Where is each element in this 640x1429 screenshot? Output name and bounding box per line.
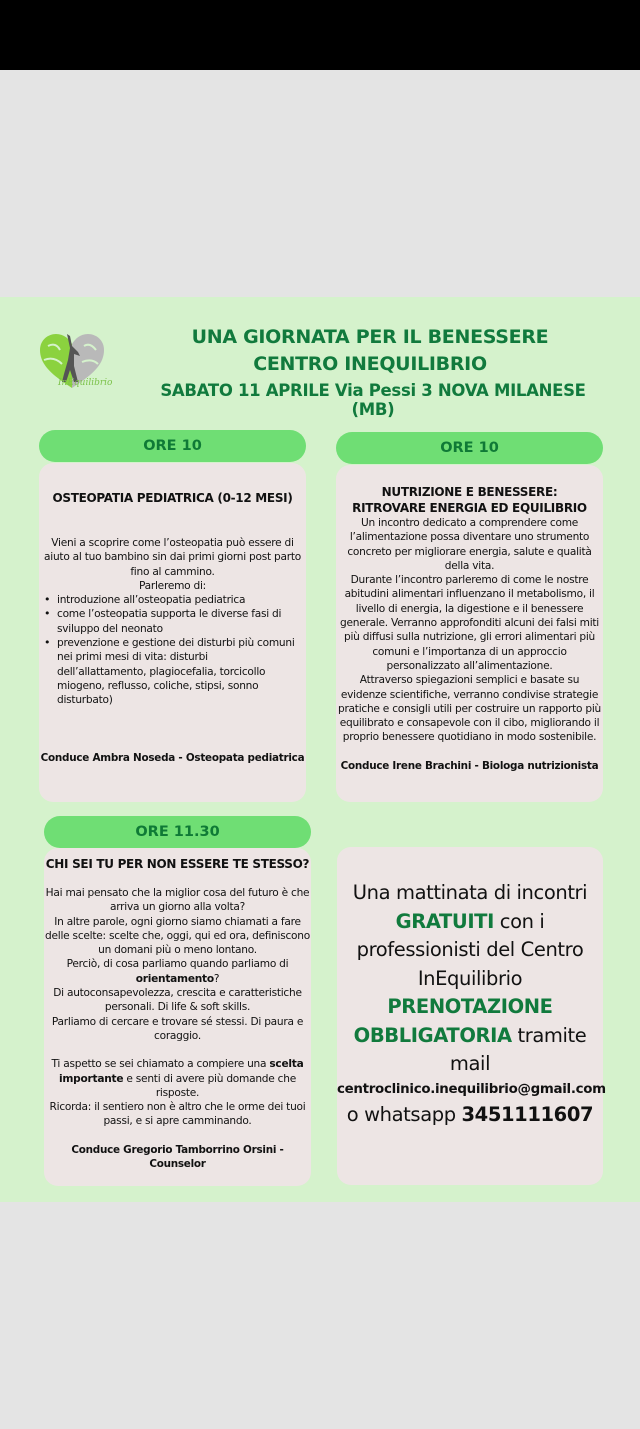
event-1-list-heading: Parleremo di: (138, 579, 207, 592)
event-3-conductor: Conduce Gregorio Tamborrino Orsini - Counselor (71, 1143, 284, 1171)
event-1-intro: Vieni a scoprire come l’osteopatia può essere di aiuto al tuo bambino sin dai primi giorni post parto fino al cammino. (44, 537, 301, 578)
event-3-paragraph: Ricorda: il sentiero non è altro che le orme dei tuoi passi, e si apre camminando. (49, 1101, 306, 1128)
free-label: GRATUITI (395, 909, 494, 933)
event-3-card (44, 848, 311, 1186)
keyword-orientamento: orientamento (135, 972, 214, 985)
event-2-paragraph: Durante l’incontro parleremo di come le nostre abitudini alimentari influenzano il metabolismo, il livello di energia, la digestione e il benessere generale. Verranno approfonditi alcuni dei falsi miti più diffusi sulla nutrizione, gli errori alimentari più comuni e l’importanza di un approccio personalizzato all’alimentazione. (339, 574, 599, 672)
event-1-conductor: Conduce Ambra Noseda - Osteopata pediatrica (40, 751, 305, 764)
event-2-conductor: Conduce Irene Brachini - Biologa nutrizionista (340, 759, 599, 772)
promo-text: Una mattinata di incontri GRATUITI con i professionisti del Centro InEquilibrio PRENOTAZIONE OBBLIGATORIA tramite mail (352, 881, 588, 1075)
event-1-topic: • introduzione all’osteopatia pediatrica (57, 593, 296, 607)
center-name: CENTRO INEQUILIBRIO (253, 353, 487, 375)
booking-info-card (337, 847, 606, 1185)
event-3-time-pill: ORE 11.30 (44, 816, 311, 848)
whatsapp-line: o whatsapp 3451111607 (346, 1102, 594, 1126)
event-1-topic: • prevenzione e gestione dei disturbi più comuni nei primi mesi di vita: disturbi dell’allattamento, plagiocefalia, torcicollo miogeno, reflusso, coliche, stipsi, sonno disturbato) (57, 636, 296, 707)
event-2-card (336, 465, 603, 802)
event-1-card (39, 463, 306, 802)
booking-required-label: PRENOTAZIONE OBBLIGATORIA (353, 995, 553, 1047)
event-2-paragraph: Un incontro dedicato a comprendere come l’alimentazione possa diventare uno strumento concreto per migliorare energia, salute e qualità della vita. (347, 517, 592, 572)
event-1-title: OSTEOPATIA PEDIATRICA (0-12 MESI) (52, 491, 293, 505)
event-3-paragraph: Perciò, di cosa parliamo quando parliamo di orientamento? (66, 958, 289, 985)
event-3-paragraph: Parliamo di cercare e trovare sé stessi. Di paura e coraggio. (51, 1015, 304, 1042)
event-3-title: CHI SEI TU PER NON ESSERE TE STESSO? (45, 857, 310, 871)
event-1-time-pill: ORE 10 (39, 430, 306, 462)
keyword-scelta-importante: scelta importante (59, 1058, 304, 1085)
event-3-paragraph: Ti aspetto se sei chiamato a compiere una scelta importante e senti di avere più domande che risposte. (51, 1058, 304, 1099)
event-3-paragraph: Hai mai pensato che la miglior cosa del futuro è che arriva un giorno alla volta? (45, 887, 310, 914)
contact-email-link[interactable]: centroclinico.inequilibrio@gmail.com (337, 1081, 606, 1097)
event-2-paragraph: Attraverso spiegazioni semplici e basate su evidenze scientifiche, verranno condivise strategie pratiche e consigli utili per costruire un rapporto più equilibrato e consapevole con il cibo, migliorando il proprio benessere quotidiano in modo sostenibile. (337, 674, 602, 744)
event-2-title: NUTRIZIONE E BENESSERE: RITROVARE ENERGIA ED EQUILIBRIO (352, 485, 587, 515)
whatsapp-number[interactable]: 3451111607 (461, 1102, 594, 1126)
event-1-topic: • come l’osteopatia supporta le diverse fasi di sviluppo del neonato (57, 607, 296, 636)
event-2-time-pill: ORE 10 (336, 432, 603, 464)
poster-title: UNA GIORNATA PER IL BENESSERE (191, 326, 549, 348)
top-black-bar (0, 0, 640, 70)
event-1-topics-list (39, 593, 306, 707)
date-location: SABATO 11 APRILE Via Pessi 3 NOVA MILANESE (MB) (160, 381, 586, 419)
event-3-paragraph: Di autoconsapevolezza, crescita e caratteristiche personali. Di life & soft skills. (53, 987, 302, 1014)
event-3-paragraph: In altre parole, ogni giorno siamo chiamati a fare delle scelte: scelte che, oggi, qui ed ora, definiscono un domani più o meno lontano. (45, 915, 310, 957)
logo-text: InEquilibrio (58, 378, 113, 388)
